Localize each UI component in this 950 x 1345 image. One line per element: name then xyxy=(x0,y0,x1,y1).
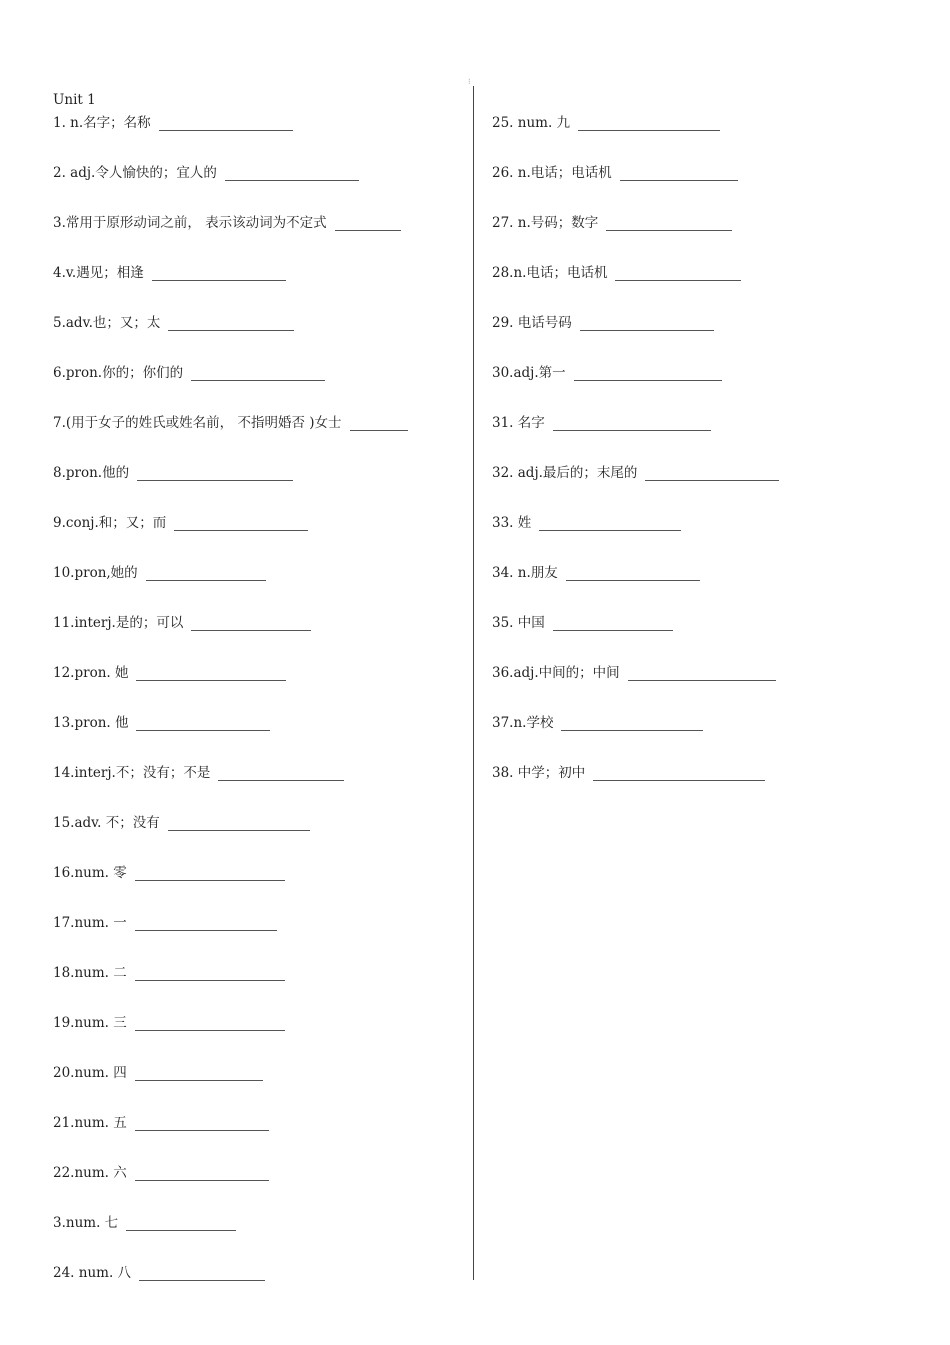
column-divider xyxy=(473,86,474,1280)
vocab-prompt: 18.num. 二 xyxy=(53,965,127,981)
vocab-prompt: 4.v.遇见；相逢 xyxy=(53,265,144,281)
answer-blank[interactable] xyxy=(174,519,308,531)
vocab-prompt: 10.pron,她的 xyxy=(53,565,138,581)
vocab-item xyxy=(492,665,776,681)
vocab-prompt: 8.pron.他的 xyxy=(53,465,130,481)
vocab-item xyxy=(492,565,700,581)
answer-blank[interactable] xyxy=(146,569,266,581)
vocab-prompt: 5.adv.也；又；太 xyxy=(53,315,161,331)
vocab-item xyxy=(53,565,266,581)
vocab-prompt: 38. 中学；初中 xyxy=(492,765,586,781)
vocab-item xyxy=(492,715,703,731)
scan-mark: ⁝ xyxy=(468,77,471,86)
answer-blank[interactable] xyxy=(628,669,776,681)
vocab-prompt: 28.n.电话；电话机 xyxy=(492,265,608,281)
vocab-item xyxy=(53,1065,263,1081)
vocab-prompt: 32. adj.最后的；末尾的 xyxy=(492,465,638,481)
answer-blank[interactable] xyxy=(335,219,401,231)
vocab-item xyxy=(53,315,294,331)
answer-blank[interactable] xyxy=(225,169,359,181)
answer-blank[interactable] xyxy=(135,969,285,981)
vocab-prompt: 3.常用于原形动词之前， 表示该动词为不定式 xyxy=(53,215,327,231)
unit-title: Unit 1 xyxy=(53,92,96,108)
answer-blank[interactable] xyxy=(645,469,779,481)
vocab-item xyxy=(53,865,285,881)
answer-blank[interactable] xyxy=(561,719,703,731)
vocab-prompt: 17.num. 一 xyxy=(53,915,127,931)
answer-blank[interactable] xyxy=(566,569,700,581)
answer-blank[interactable] xyxy=(139,1269,265,1281)
vocab-prompt: 27. n.号码；数字 xyxy=(492,215,599,231)
vocab-item xyxy=(53,615,311,631)
answer-blank[interactable] xyxy=(620,169,738,181)
vocab-item xyxy=(492,365,722,381)
vocab-item xyxy=(53,515,308,531)
vocab-prompt: 13.pron. 他 xyxy=(53,715,129,731)
vocab-prompt: 7.(用于女子的姓氏或姓名前， 不指明婚否 )女士 xyxy=(53,415,342,431)
answer-blank[interactable] xyxy=(593,769,765,781)
vocab-item xyxy=(492,215,732,231)
answer-blank[interactable] xyxy=(553,619,673,631)
vocab-prompt: 35. 中国 xyxy=(492,615,545,631)
vocab-item xyxy=(492,165,738,181)
answer-blank[interactable] xyxy=(135,1019,285,1031)
answer-blank[interactable] xyxy=(191,369,325,381)
vocab-prompt: 11.interj.是的；可以 xyxy=(53,615,184,631)
vocab-prompt: 1. n.名字；名称 xyxy=(53,115,151,131)
vocab-prompt: 15.adv. 不；没有 xyxy=(53,815,160,831)
vocab-item xyxy=(53,1215,236,1231)
vocab-prompt: 12.pron. 她 xyxy=(53,665,129,681)
vocab-item xyxy=(492,615,673,631)
vocab-item xyxy=(53,915,277,931)
vocab-item xyxy=(492,415,711,431)
vocab-item xyxy=(53,1265,265,1281)
vocab-item xyxy=(53,715,270,731)
answer-blank[interactable] xyxy=(135,1169,269,1181)
vocab-item xyxy=(53,1165,269,1181)
answer-blank[interactable] xyxy=(137,469,293,481)
vocab-item xyxy=(53,665,286,681)
answer-blank[interactable] xyxy=(135,1069,263,1081)
answer-blank[interactable] xyxy=(578,119,720,131)
vocab-prompt: 21.num. 五 xyxy=(53,1115,127,1131)
vocab-prompt: 31. 名字 xyxy=(492,415,545,431)
answer-blank[interactable] xyxy=(606,219,732,231)
answer-blank[interactable] xyxy=(191,619,311,631)
answer-blank[interactable] xyxy=(168,319,294,331)
answer-blank[interactable] xyxy=(615,269,741,281)
vocab-prompt: 36.adj.中间的；中间 xyxy=(492,665,620,681)
answer-blank[interactable] xyxy=(580,319,714,331)
vocab-item xyxy=(53,965,285,981)
vocab-prompt: 37.n.学校 xyxy=(492,715,554,731)
vocab-prompt: 33. 姓 xyxy=(492,515,532,531)
vocab-prompt: 2. adj.令人愉快的；宜人的 xyxy=(53,165,217,181)
vocab-item xyxy=(492,265,741,281)
vocab-item xyxy=(53,365,325,381)
vocab-item xyxy=(492,765,765,781)
vocab-item xyxy=(492,115,720,131)
vocab-item xyxy=(53,1115,269,1131)
vocab-item xyxy=(53,815,310,831)
answer-blank[interactable] xyxy=(350,419,408,431)
vocab-prompt: 34. n.朋友 xyxy=(492,565,558,581)
vocab-item xyxy=(53,115,293,131)
vocab-item xyxy=(492,465,779,481)
answer-blank[interactable] xyxy=(539,519,681,531)
answer-blank[interactable] xyxy=(126,1219,236,1231)
vocab-prompt: 25. num. 九 xyxy=(492,115,571,131)
vocab-item xyxy=(53,165,359,181)
answer-blank[interactable] xyxy=(135,1119,269,1131)
vocab-prompt: 30.adj.第一 xyxy=(492,365,566,381)
vocab-prompt: 19.num. 三 xyxy=(53,1015,127,1031)
answer-blank[interactable] xyxy=(553,419,711,431)
vocab-prompt: 3.num. 七 xyxy=(53,1215,119,1231)
vocab-prompt: 22.num. 六 xyxy=(53,1165,127,1181)
vocab-prompt: 16.num. 零 xyxy=(53,865,127,881)
answer-blank[interactable] xyxy=(136,719,270,731)
vocab-prompt: 9.conj.和；又；而 xyxy=(53,515,167,531)
vocab-item xyxy=(53,415,408,431)
vocab-prompt: 14.interj.不；没有；不是 xyxy=(53,765,211,781)
answer-blank[interactable] xyxy=(135,869,285,881)
vocab-item xyxy=(53,265,286,281)
answer-blank[interactable] xyxy=(136,669,286,681)
vocab-item xyxy=(53,215,401,231)
answer-blank[interactable] xyxy=(135,919,277,931)
answer-blank[interactable] xyxy=(218,769,344,781)
answer-blank[interactable] xyxy=(159,119,293,131)
answer-blank[interactable] xyxy=(168,819,310,831)
vocab-item xyxy=(492,315,714,331)
vocab-prompt: 20.num. 四 xyxy=(53,1065,127,1081)
vocab-item xyxy=(53,765,344,781)
vocab-item xyxy=(53,465,293,481)
vocab-prompt: 24. num. 八 xyxy=(53,1265,132,1281)
vocab-prompt: 29. 电话号码 xyxy=(492,315,572,331)
answer-blank[interactable] xyxy=(574,369,722,381)
vocab-item xyxy=(492,515,681,531)
answer-blank[interactable] xyxy=(152,269,286,281)
vocab-item xyxy=(53,1015,285,1031)
vocab-prompt: 26. n.电话；电话机 xyxy=(492,165,612,181)
vocab-prompt: 6.pron.你的；你们的 xyxy=(53,365,184,381)
